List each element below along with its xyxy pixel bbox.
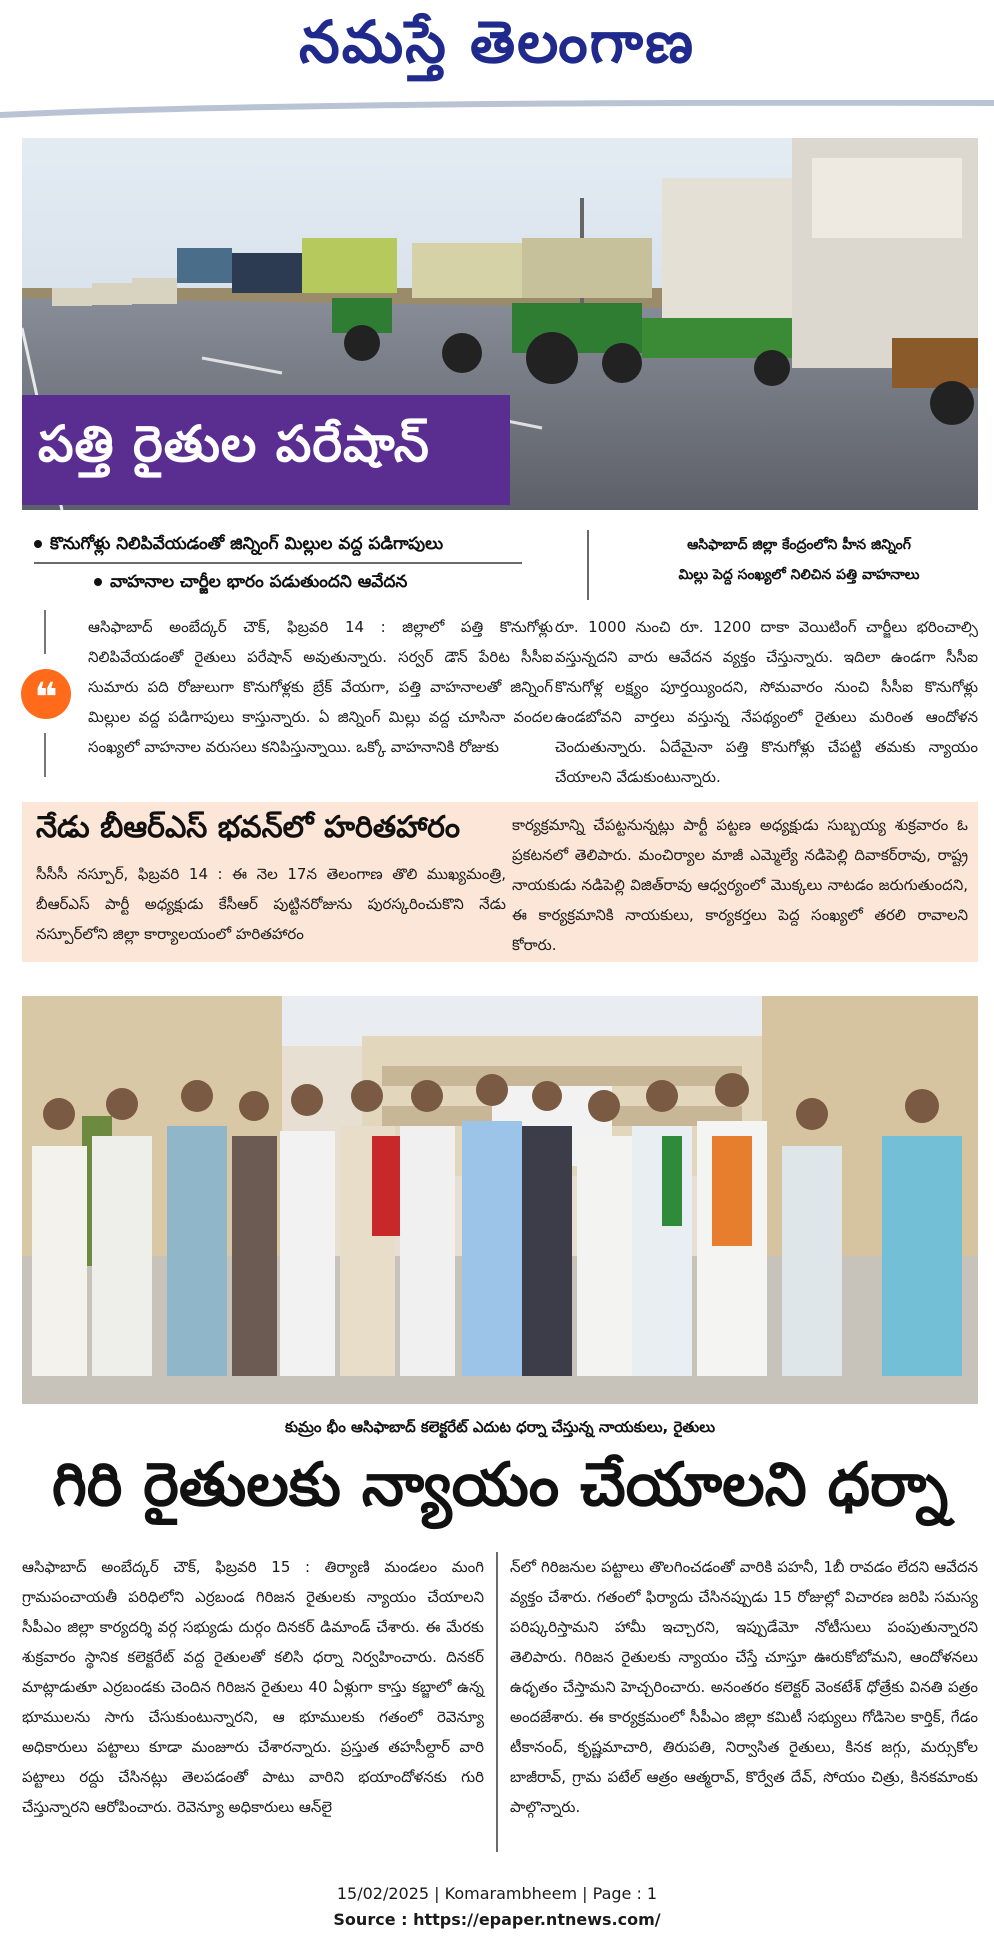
subhead-bullet-1	[34, 534, 443, 558]
photo1-caption	[620, 530, 978, 590]
footer-date-line: 15/02/2025 | Komarambheem | Page : 1	[336, 1884, 658, 1903]
caption-line-1: ఆసిఫాబాద్ జిల్లా కేంద్రంలోని హీన జిన్నింగ్	[687, 537, 911, 553]
bullet-dot	[94, 578, 102, 586]
story3-column-left: ఆసిఫాబాద్ అంబేద్కర్ చౌక్, ఫిబ్రవరి 15 : తిర్యాణి మండలం మంగి గ్రామపంచాయతీ పరిధిలోని ఎర్రబండ గిరిజన రైతులకు న్యాయం చేయాలని సీపీఎం జిల్లా కార్యదర్శి వర్గ సభ్యుడు దుర్గం దినకర్ డిమాండ్ చేశారు. ఈ మేరకు శుక్రవారం స్థానిక కలెక్టరేట్ వద్ద రైతులతో కలిసి ధర్నా నిర్వహించారు. దినకర్ మాట్లాడుతూ ఎర్రబండకు చెందిన గిరిజన రైతులు 40 ఏళ్లుగా కాస్తు కబ్జాలో ఉన్న భూములను సాగు చేసుకుంటున్నారని, ఆ భూములకు గతంలో రెవెన్యూ అధికారులు పట్టాలు కూడా మంజూరు చేశారన్నారు. ప్రస్తుత తహసీల్దార్ వారి పట్టాలు రద్దు చేసినట్లు తెలపడంతో పాటు వారిని భయాందోళనకు గురి చేస్తున్నారని ఆరోపించారు. రెవెన్యూ అధికారులు ఆన్‌లై	[22, 1558, 484, 1816]
bullet-dot	[34, 540, 42, 548]
column-divider	[587, 530, 589, 600]
haritha-haram-box	[22, 802, 978, 962]
masthead	[0, 0, 994, 130]
story1-column-left: ఆసిఫాబాద్ అంబేద్కర్ చౌక్, ఫిబ్రవరి 14 : జిల్లాలో పత్తి కొనుగోళ్లు నిలిపివేయడంతో రైతులు పరేషాన్ అవుతున్నారు. సర్వర్ డౌన్ పేరిట సీసీఐ సుమారు పది రోజులుగా కొనుగోళ్లకు బ్రేక్ వేయగా, పత్తి వాహనాలతో జిన్నింగ్ మిల్లుల వద్ద పడిగాపులు కాస్తున్నారు. ఏ జిన్నింగ్ మిల్లు వద్ద చూసినా వందల సంఖ్యలో వాహనాల వరుసలు కనిపిస్తున్నాయి. ఒక్కో వాహనానికి రోజుకు	[88, 618, 553, 756]
subhead-text: వాహనాల చార్జీల భారం పడుతుందని ఆవేదన	[110, 572, 408, 592]
divider	[34, 562, 522, 564]
column-divider	[496, 1552, 498, 1852]
quote-icon: ❝	[21, 669, 71, 719]
quote-rule-bottom	[44, 733, 46, 777]
story2-column-right: కార్యక్రమాన్ని చేపట్టనున్నట్లు పార్టీ పట్టణ అధ్యక్షుడు సుబ్బయ్య శుక్రవారం ఓ ప్రకటనలో తెలిపారు. మంచిర్యాల మాజీ ఎమ్మెల్యే నడిపెల్లి దివాకర్‌రావు, రాష్ట్ర నాయకుడు నడిపెల్లి విజిత్‌రావు ఆధ్వర్యంలో మొక్కలు నాటడం జరుగుతుందని, ఈ కార్యక్రమానికి నాయకులు, కార్యకర్తలు పెద్ద సంఖ్యలో తరలి రావాలని కోరారు.	[512, 816, 968, 954]
footer-source-line: Source : https://epaper.ntnews.com/	[333, 1910, 661, 1929]
photo2-caption: కుమ్రం భీం ఆసిఫాబాద్ కలెక్టరేట్ ఎదుట ధర్నా చేస్తున్న నాయకులు, రైతులు	[284, 1418, 716, 1436]
masthead-swoosh	[0, 100, 994, 130]
story2-headline: నేడు బీఆర్ఎస్ భవన్‌లో హరితహారం	[36, 810, 461, 845]
quote-rule-top	[44, 610, 46, 654]
subhead-text: కొనుగోళ్లు నిలిపివేయడంతో జిన్నింగ్ మిల్లుల వద్ద పడిగాపులు	[50, 534, 444, 554]
subhead-bullet-2	[94, 572, 407, 596]
story2-column-left: సీసీసీ నస్పూర్, ఫిబ్రవరి 14 : ఈ నెల 17న తెలంగాణ తొలి ముఖ్యమంత్రి, బీఆర్ఎస్ పార్టీ అధ్యక్షుడు కేసీఆర్ పుట్టినరోజును పురస్కరించుకొని నేడు నస్పూర్‌లోని జిల్లా కార్యాలయంలో హరితహారం	[36, 865, 506, 943]
story1-headline: పత్తి రైతుల పరేషాన్	[22, 395, 510, 505]
dharna-group-photo	[22, 996, 978, 1404]
story3-column-right: న్‌లో గిరిజనుల పట్టాలు తొలగించడంతో వారికి పహనీ, 1బీ రావడం లేదని ఆవేదన వ్యక్తం చేశారు. గతంలో ఫిర్యాదు చేసినప్పుడు 15 రోజుల్లో విచారణ జరిపి సమస్య పరిష్కరిస్తామని హామీ ఇచ్చారని, ఇప్పుడేమో నోటీసులు పంపుతున్నారని తెలిపారు. గిరిజన రైతులకు న్యాయం చేస్తే చూస్తూ ఊరుకోబోమని, ఆందోళనలు ఉధృతం చేస్తామని హెచ్చరించారు. అనంతరం కలెక్టర్ వెంకటేశ్ ధోత్రేకు వినతి పత్రం అందజేశారు. ఈ కార్యక్రమంలో సీపీఎం జిల్లా కమిటీ సభ్యులు గోడిసెల కార్తిక్, గేడం టీకానంద్, కృష్ణమాచారి, తిరుపతి, నిర్వాసిత రైతులు, కినక జగ్గు, మర్సుకోల బాజీరావ్, గ్రామ పటేల్ ఆత్రం ఆత్మరావ్, కొర్వేత దేవ్, సోయం చిత్రు, కినకమాంకు పాల్గొన్నారు.	[510, 1558, 978, 1816]
caption-line-2: మిల్లు పెద్ద సంఖ్యలో నిలిచిన పత్తి వాహనాలు	[678, 567, 920, 583]
story1-column-right: రూ. 1000 నుంచి రూ. 1200 దాకా వెయిటింగ్ చార్జీలు భరించాల్సి వస్తున్నదని వారు ఆవేదన వ్యక్తం చేస్తున్నారు. ఇదిలా ఉండగా సీసీఐ కొనుగోళ్ల లక్ష్యం పూర్తయ్యిందని, సోమవారం నుంచి సీసీఐ కొనుగోళ్లు ఉండబోవని వార్తలు వస్తున్న నేపథ్యంలో రైతులు మరింత ఆందోళన చెందుతున్నారు. ఏదేమైనా పత్తి కొనుగోళ్లు చేపట్టి తమకు న్యాయం చేయాలని వేడుకుంటున్నారు.	[555, 618, 978, 786]
newspaper-logo: నమస్తే తెలంగాణ	[299, 8, 695, 76]
story3-headline: గిరి రైతులకు న్యాయం చేయాలని ధర్నా	[51, 1450, 949, 1520]
